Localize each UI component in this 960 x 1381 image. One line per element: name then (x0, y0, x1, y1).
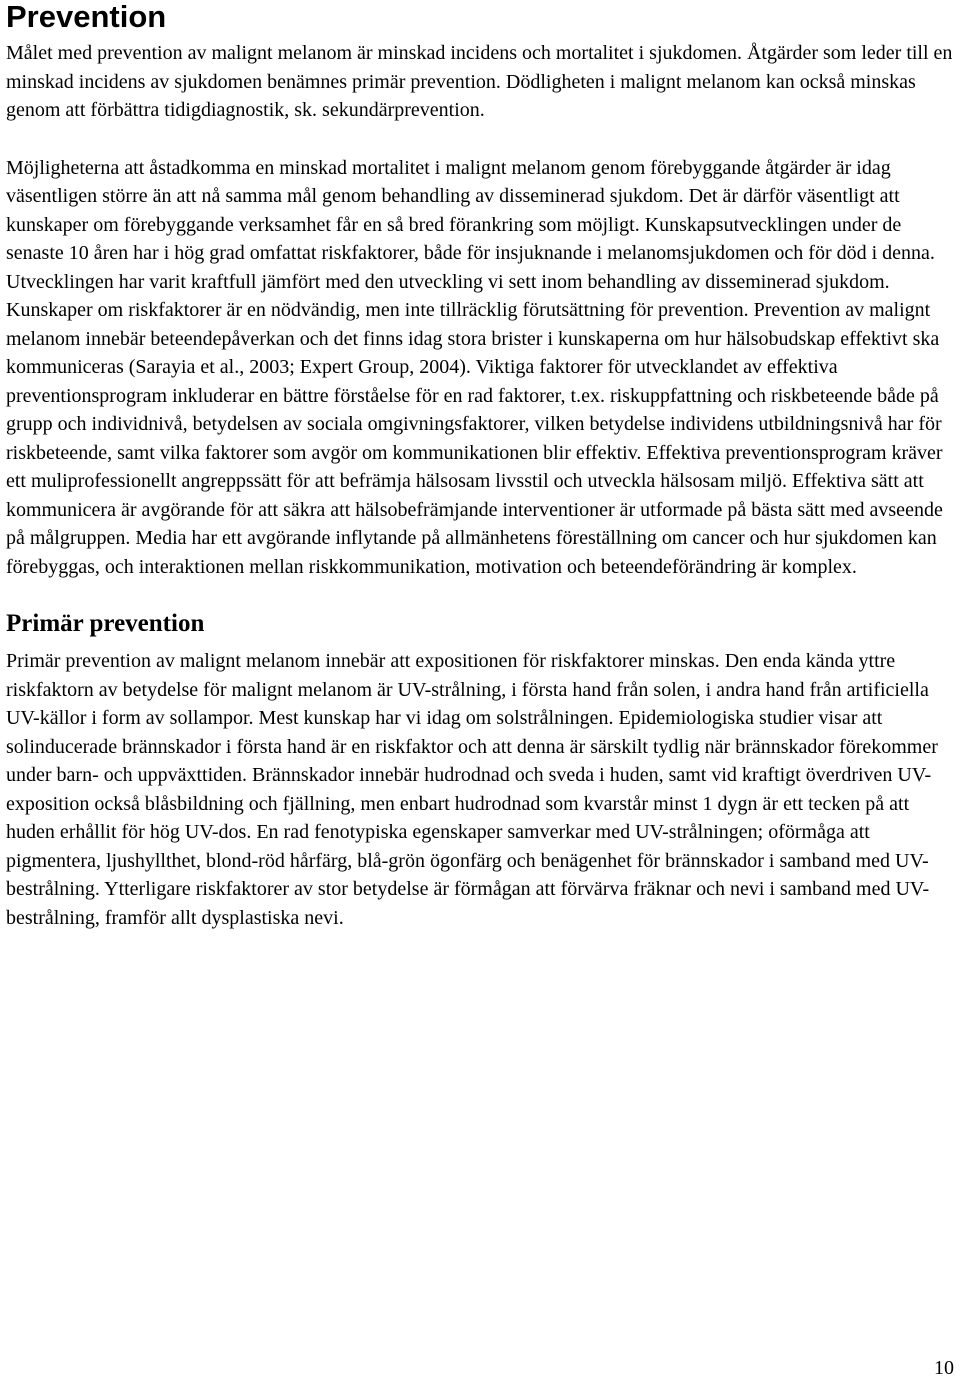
page-title: Prevention (6, 0, 167, 34)
intro-paragraph: Målet med prevention av malignt melanom är minskad incidens och mortalitet i sjukdomen. Åtgärder som leder till en minskad incidens av sjukdomen benämnes primär prevention. Dödligheten i malignt melanom kan också minskas genom att förbättra tidigdiagnostik, sk. sekundärprevention. (6, 42, 953, 121)
possibilities-paragraph: Möjligheterna att åstadkomma en minskad mortalitet i malignt melanom genom förebyggande åtgärder är idag väsentligen större än att nå samma mål genom behandling av disseminerad sjukdom. Det är därför väsentligt att kunskaper om förebyggande verksamhet får en så bred förankring som möjligt. Kunskapsutvecklingen under de senaste 10 åren har i hög grad omfattat riskfaktorer, både för insjuknande i melanomsjukdomen och för död i denna. Utvecklingen har varit kraftfull jämfört med den utveckling vi sett inom behandling av disseminerad sjukdom. Kunskaper om riskfaktorer är en nödvändig, men inte tillräcklig förutsättning för prevention. Prevention av malignt melanom innebär beteendepåverkan och det finns idag stora brister i kunskaperna om hur hälsobudskap effektivt ska kommuniceras (Sarayia et al., 2003; Expert Group, 2004). Viktiga faktorer för utvecklandet av effektiva preventionsprogram inkluderar en bättre förståelse för en rad faktorer, t.ex. riskuppfattning och riskbeteende både på grupp och individnivå, betydelsen av sociala omgivningsfaktorer, vilken betydelse individens utbildningsnivå har för riskbeteende, samt vilka faktorer som avgör om kommunikationen blir effektiv. Effektiva preventionsprogram kräver ett muliprofessionellt angreppssätt för att befrämja hälsosam livsstil och utveckla hälsosam miljö. Effektiva sätt att kommunicera är avgörande för att säkra att hälsobefrämjande interventioner är utformade på bästa sätt med avseende på målgruppen. Media har ett avgörande inflytande på allmänhetens föreställning om cancer och hur sjukdomen kan förebyggas, och interaktionen mellan riskkommunikation, motivation och beteendeförändring är komplex. (6, 156, 943, 578)
primary-prevention-paragraph: Primär prevention av malignt melanom innebär att expositionen för riskfaktorer minskas. Den enda kända yttre riskfaktorn av betydelse för malignt melanom är UV-strålning, i första hand från solen, i andra hand från artificiella UV-källor i form av sollampor. Mest kunskap har vi idag om solstrålningen. Epidemiologiska studier visar att solinducerade brännskador i första hand är en riskfaktor och att denna är särskilt tydlig när brännskador förekommer under barn- och uppväxttiden. Brännskador innebär hudrodnad och sveda i huden, samt vid kraftigt överdriven UV-exposition också blåsbildning och fjällning, men enbart hudrodnad som kvarstår minst 1 dygn är ett tecken på att huden erhållit för hög UV-dos. En rad fenotypiska egenskaper samverkar med UV-strålningen; oförmåga att pigmentera, ljushyllthet, blond-röd hårfärg, blå-grön ögonfärg och benägenhet för brännskador i samband med UV-bestrålning. Ytterligare riskfaktorer av stor betydelse är förmågan att förvärva fräknar och nevi i samband med UV-bestrålning, framför allt dysplastiska nevi. (6, 650, 938, 929)
section-heading-primary-prevention: Primär prevention (6, 610, 205, 637)
document-content (6, 0, 958, 932)
page-number: 10 (934, 1357, 954, 1379)
